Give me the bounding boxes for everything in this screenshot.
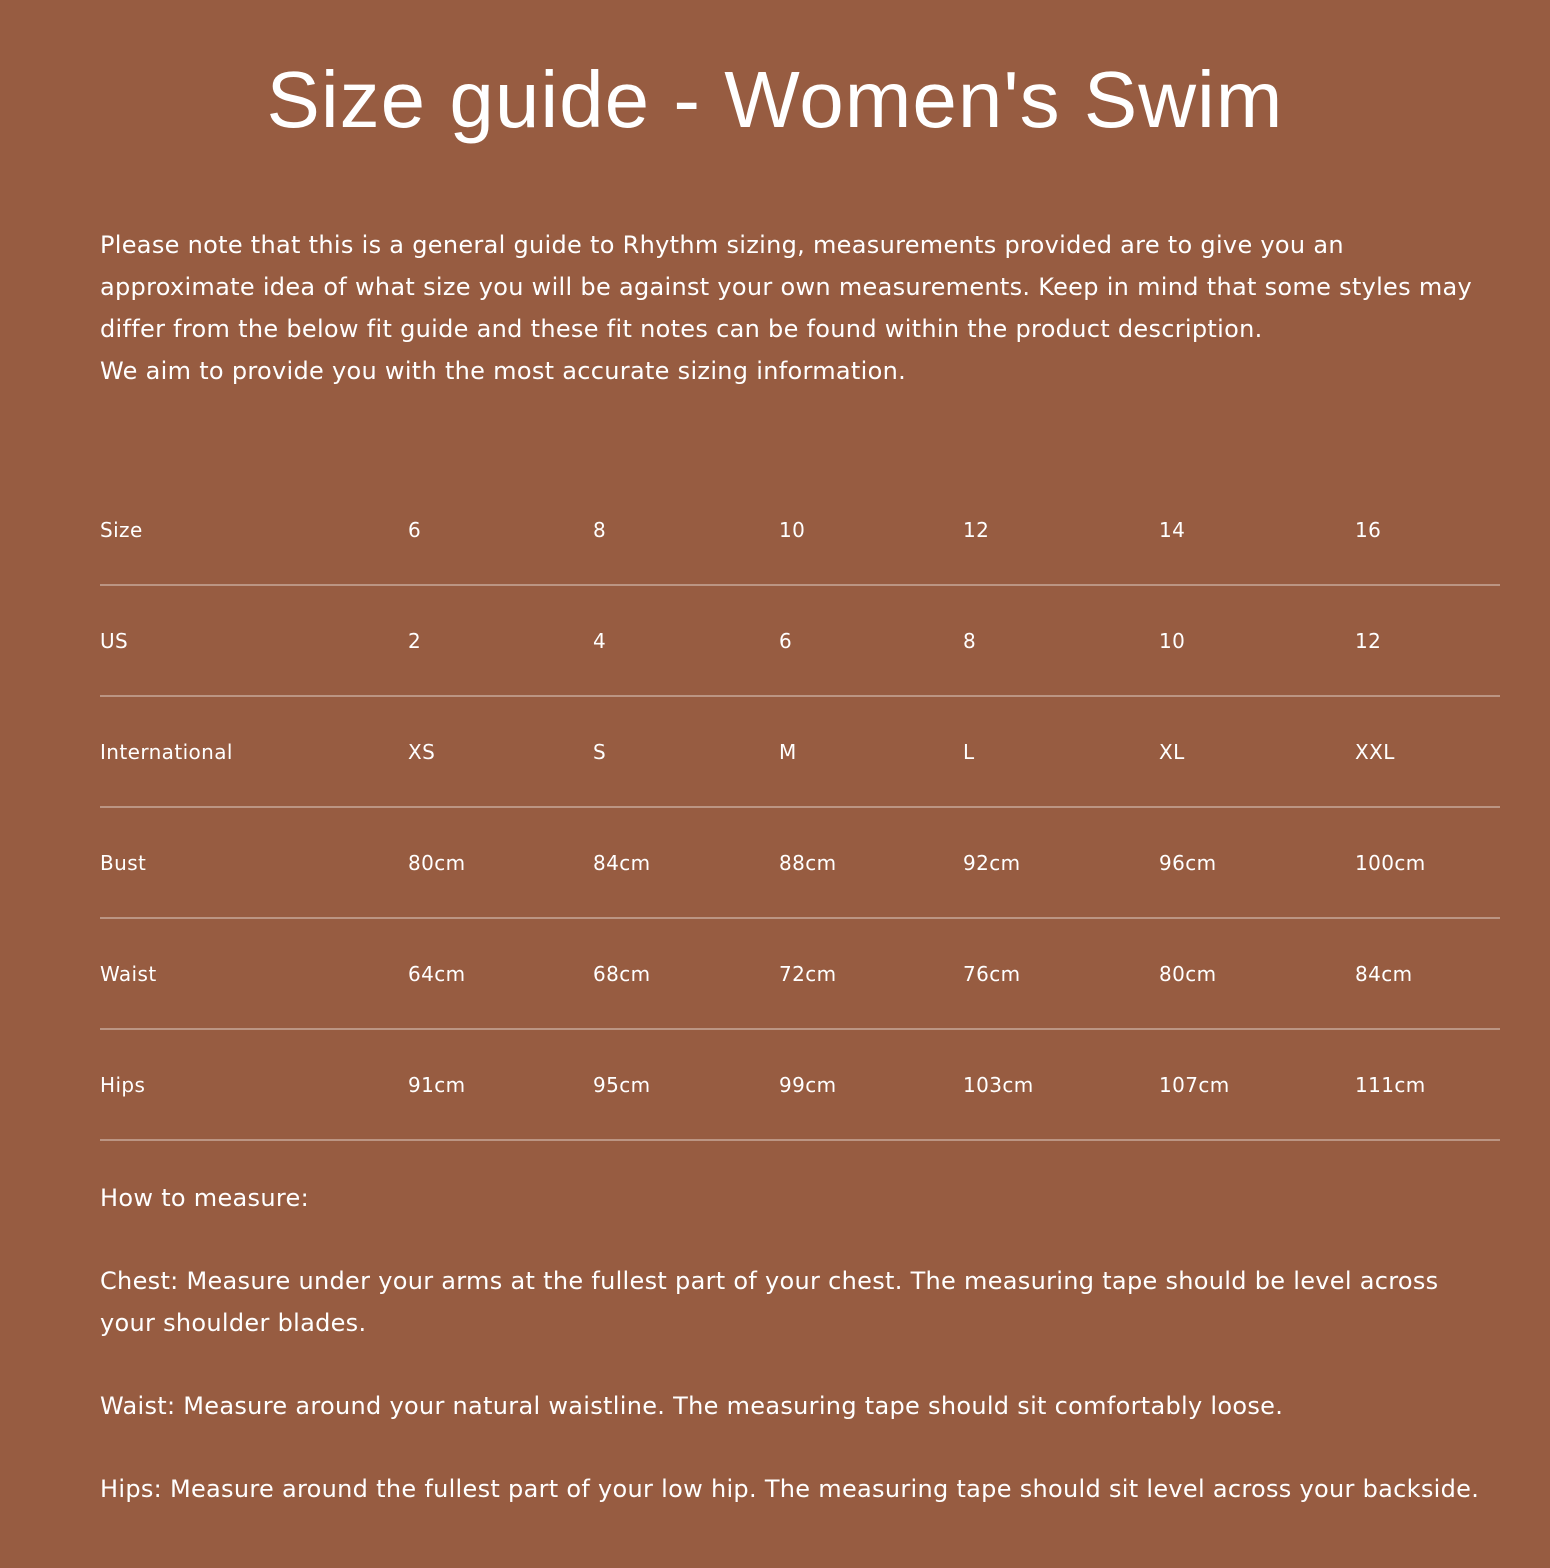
table-cell: 84cm: [593, 807, 779, 918]
table-cell: 84cm: [1355, 918, 1500, 1029]
table-cell: L: [963, 696, 1159, 807]
row-label: US: [100, 585, 408, 696]
row-label: Waist: [100, 918, 408, 1029]
table-cell: 6: [408, 475, 593, 585]
size-chart-table: [100, 475, 1500, 1141]
table-row-bust: [100, 807, 1500, 918]
table-cell: S: [593, 696, 779, 807]
table-cell: XXL: [1355, 696, 1500, 807]
table-row-international: [100, 696, 1500, 807]
table-cell: 111cm: [1355, 1029, 1500, 1140]
chest-instruction: Chest: Measure under your arms at the fullest part of your chest. The measuring tape should be level across your shoulder blades.: [100, 1267, 1439, 1337]
table-cell: 4: [593, 585, 779, 696]
table-cell: 80cm: [408, 807, 593, 918]
table-cell: XS: [408, 696, 593, 807]
table-cell: 96cm: [1159, 807, 1355, 918]
page-title: Size guide - Women's Swim: [266, 55, 1284, 144]
table-cell: 92cm: [963, 807, 1159, 918]
table-cell: 2: [408, 585, 593, 696]
table-cell: 16: [1355, 475, 1500, 585]
table-cell: 64cm: [408, 918, 593, 1029]
table-cell: 10: [779, 475, 963, 585]
table-cell: 95cm: [593, 1029, 779, 1140]
table-cell: 99cm: [779, 1029, 963, 1140]
intro-text: [100, 224, 1480, 392]
table-cell: 107cm: [1159, 1029, 1355, 1140]
table-cell: 80cm: [1159, 918, 1355, 1029]
table-cell: 10: [1159, 585, 1355, 696]
table-row-us: [100, 585, 1500, 696]
intro-paragraph-accuracy: We aim to provide you with the most accurate sizing information.: [100, 357, 907, 385]
table-cell: 72cm: [779, 918, 963, 1029]
waist-instruction: Waist: Measure around your natural waistline. The measuring tape should sit comfortably loose.: [100, 1392, 1284, 1420]
table-cell: 88cm: [779, 807, 963, 918]
table-row-waist: [100, 918, 1500, 1029]
table-cell: 12: [1355, 585, 1500, 696]
hips-instruction: Hips: Measure around the fullest part of your low hip. The measuring tape should sit level across your backside.: [100, 1475, 1480, 1503]
how-to-measure-heading: How to measure:: [100, 1184, 309, 1212]
row-label: International: [100, 696, 408, 807]
table-cell: 8: [963, 585, 1159, 696]
how-to-measure-section: [100, 1177, 1480, 1551]
row-label: Bust: [100, 807, 408, 918]
intro-paragraph-general-guide: Please note that this is a general guide to Rhythm sizing, measurements provided are to give you an approximate idea of what size you will be against your own measurements. Keep in mind that some styles may differ from the below fit guide and these fit notes can be found within the product description.: [100, 231, 1473, 343]
table-cell: 103cm: [963, 1029, 1159, 1140]
table-row-size: [100, 475, 1500, 585]
table-row-hips: [100, 1029, 1500, 1140]
table-cell: 6: [779, 585, 963, 696]
table-cell: 76cm: [963, 918, 1159, 1029]
table-cell: 8: [593, 475, 779, 585]
table-cell: 68cm: [593, 918, 779, 1029]
row-label: Hips: [100, 1029, 408, 1140]
table-cell: XL: [1159, 696, 1355, 807]
table-cell: M: [779, 696, 963, 807]
row-label: Size: [100, 475, 408, 585]
table-cell: 100cm: [1355, 807, 1500, 918]
table-cell: 91cm: [408, 1029, 593, 1140]
table-cell: 12: [963, 475, 1159, 585]
table-cell: 14: [1159, 475, 1355, 585]
